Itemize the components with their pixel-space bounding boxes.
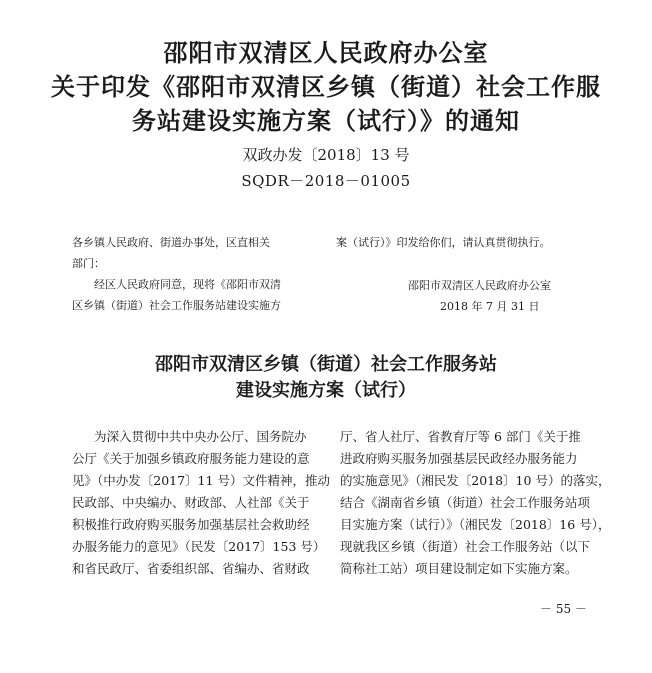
plan-right-line: 进政府购买服务加强基层民政经办服务能力 [340,451,578,466]
plan-right-line: 目实施方案（试行）》（湘民发〔2018〕16 号）， [340,517,611,532]
page-number: － 55 － [540,602,587,616]
plan-left-line: 和省民政厅、省委组织部、省编办、省财政 [72,561,310,576]
document-number: 双政办发〔2018〕13 号 [242,146,410,164]
plan-left-line: 公厅《关于加强乡镇政府服务能力建设的意 [72,451,310,466]
notice-title-line-1: 邵阳市双清区人民政府办公室 [163,38,489,67]
plan-right-line: 现就我区乡镇（街道）社会工作服务站（以下 [340,539,591,554]
notice-title-line-2: 关于印发《邵阳市双清区乡镇（街道）社会工作服 [51,72,601,101]
issue-date: 2018 年 7 月 31 日 [440,300,540,313]
notice-left-column [72,232,322,316]
plan-left-line: 积极推行政府购买服务加强基层社会救助经 [72,517,310,532]
plan-right-line: 的实施意见》（湘民发〔2018〕10 号）的落实， [340,473,611,488]
plan-left-line: 见》（中办发〔2017〕11 号）文件精神，推动 [72,473,330,488]
plan-left-column [72,426,330,580]
plan-right-line: 结合《湖南省乡镇（街道）社会工作服务站项 [340,495,591,510]
notice-body-continue: 案（试行）》印发给你们，请认真贯彻执行。 [336,236,551,249]
sqdr-code: SQDR－2018－01005 [241,172,411,190]
plan-right-column [340,426,611,580]
issuer-name: 邵阳市双清区人民政府办公室 [408,279,551,292]
plan-title-line-1: 邵阳市双清区乡镇（街道）社会工作服务站 [155,354,497,375]
notice-body-line-1: 经区人民政府同意，现将《邵阳市双清 [94,278,281,291]
plan-right-line: 厅、省人社厅、省教育厅等 6 部门《关于推 [340,429,581,444]
notice-title-block [0,36,652,192]
notice-right-column [336,232,596,253]
plan-left-line: 办服务能力的意见》（民发〔2017〕153 号） [72,539,326,554]
plan-left-line: 为深入贯彻中共中央办公厅、国务院办 [94,429,307,444]
plan-title-block [0,352,652,404]
plan-right-line: 简称社工站）项目建设制定如下实施方案。 [340,561,578,576]
plan-title-line-2: 建设实施方案（试行） [236,380,416,401]
plan-left-line: 民政部、中央编办、财政部、人社部《关于 [72,495,310,510]
notice-body-line-2: 区乡镇（街道）社会工作服务站建设实施方 [72,299,281,312]
recipients-line-2: 部门： [72,257,105,270]
notice-title-line-3: 务站建设实施方案（试行）》的通知 [132,106,520,135]
recipients-line-1: 各乡镇人民政府、街道办事处，区直相关 [72,236,270,249]
